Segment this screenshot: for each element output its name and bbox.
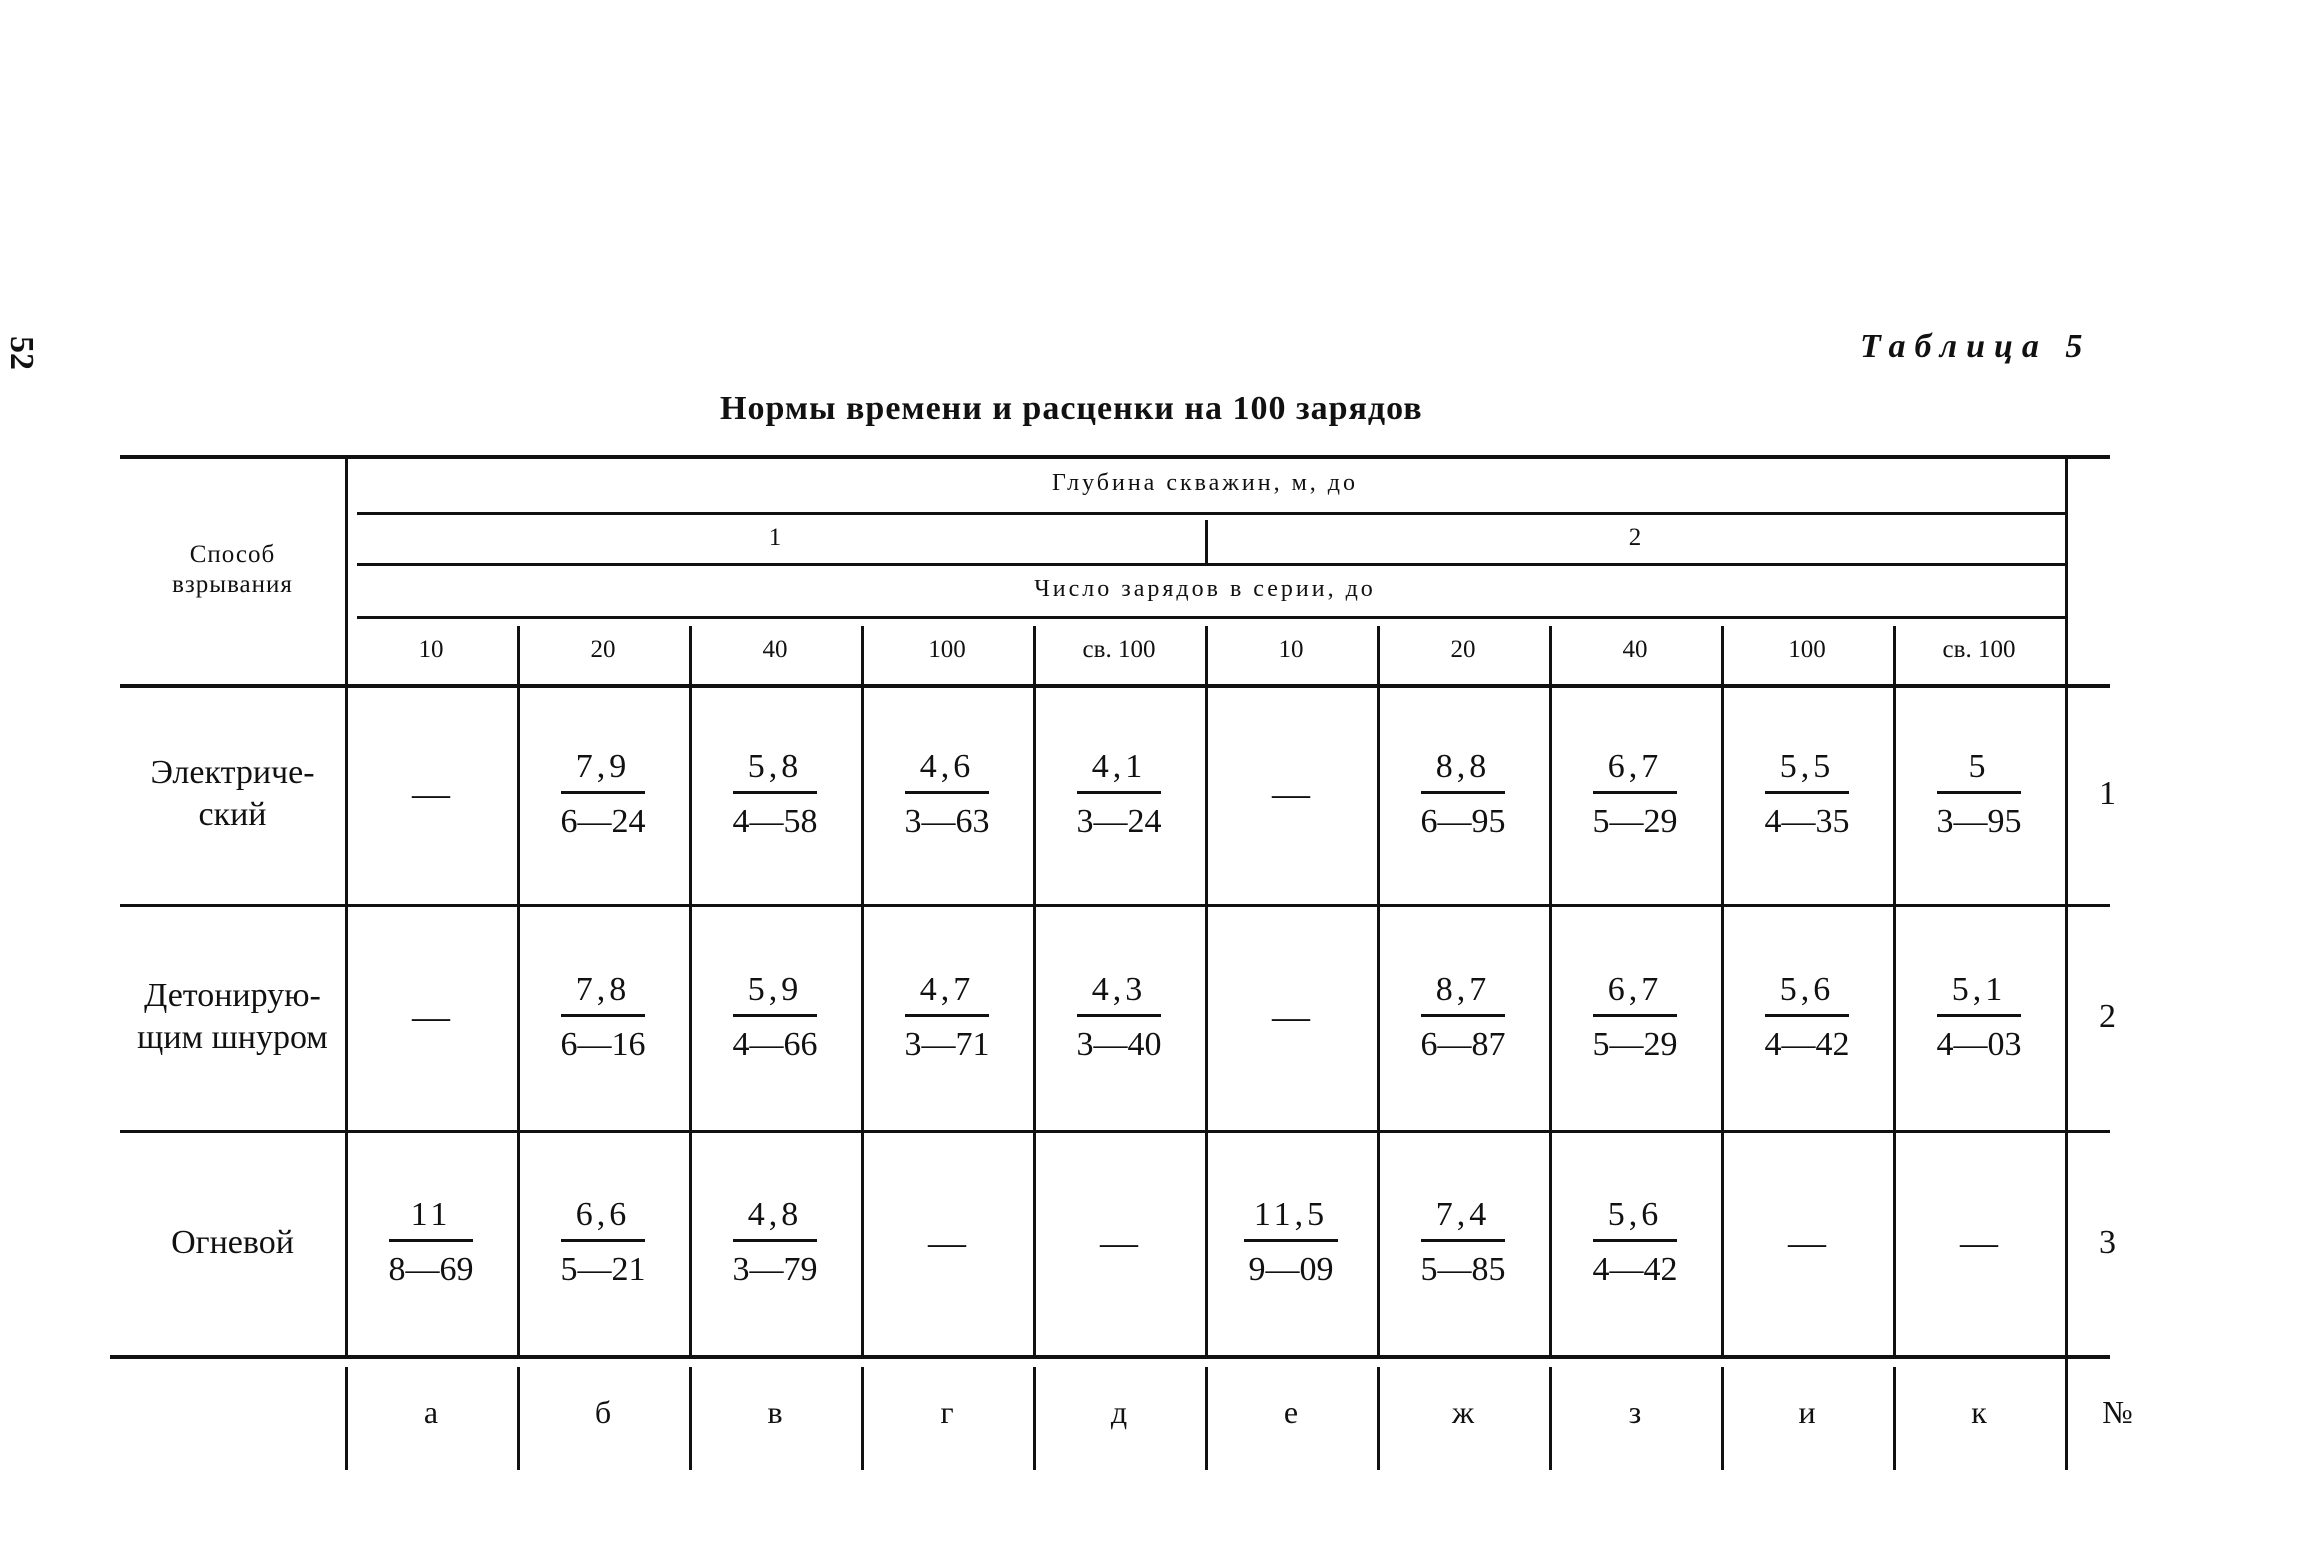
data-cell [1377,684,1549,904]
column-header-6 [1205,616,1377,684]
price-value: 5—21 [560,1251,646,1288]
row-number-3 [2065,1130,2150,1355]
norm-price-fraction [561,970,646,1065]
data-cell [1549,904,1721,1130]
data-cell [345,1130,517,1355]
dash-value: — [928,1221,966,1264]
time-norm-value: 5,9 [733,970,817,1017]
row-label-1 [120,684,345,904]
data-cell [517,1130,689,1355]
row-label-text: Детонирую- щим шнуром [137,977,328,1056]
data-cell [1721,1130,1893,1355]
data-cell [1033,684,1205,904]
price-value: 3—40 [1076,1025,1162,1063]
price-value: 3—71 [904,1025,990,1063]
column-header-2 [517,616,689,684]
time-norm-value: 5,6 [1765,970,1849,1017]
dash-value: — [1272,996,1310,1038]
column-letter-text: д [1110,1394,1128,1430]
depth-2: 2 [1628,523,1642,551]
method-header-text: Способ взрывания [172,540,293,598]
time-norm-value: 4,6 [905,747,989,794]
number-sign-text: № [2102,1394,2133,1430]
column-letter-9 [1721,1355,1893,1470]
time-norm-value: 7,4 [1421,1195,1505,1242]
column-letter-3 [689,1355,861,1470]
norm-price-fraction [1421,970,1506,1065]
price-value: 5—29 [1592,802,1678,840]
price-value: 3—79 [732,1251,818,1288]
price-value: 3—95 [1936,802,2022,840]
dash-value: — [1788,1221,1826,1264]
column-header-label: св. 100 [1942,636,2016,663]
data-cell [861,684,1033,904]
table-title: Нормы времени и расценки на 100 зарядов [720,390,1423,427]
column-letter-text: в [767,1394,783,1430]
time-norm-value: 5,8 [733,747,817,794]
norm-price-fraction [1421,1195,1506,1290]
column-header-label: 40 [1622,636,1648,663]
column-header-8 [1549,616,1721,684]
norm-price-fraction [1765,747,1850,842]
price-value: 3—63 [904,802,990,840]
column-letter-8 [1549,1355,1721,1470]
column-header-3 [689,616,861,684]
column-letter-4 [861,1355,1033,1470]
norm-price-fraction [1593,970,1678,1065]
data-cell [861,1130,1033,1355]
column-letter-7 [1377,1355,1549,1470]
column-header-label: 20 [590,636,616,663]
data-cell [689,904,861,1130]
column-header-label: св. 100 [1082,636,1156,663]
data-cell [1033,904,1205,1130]
dash-value: — [1272,773,1310,815]
time-norm-value: 5,1 [1937,970,2021,1017]
time-norm-value: 5,5 [1765,747,1849,794]
data-cell [1377,1130,1549,1355]
norm-price-fraction [1244,1195,1338,1290]
norm-price-fraction [1077,747,1162,842]
price-value: 4—03 [1936,1025,2022,1063]
time-norm-value: 8,7 [1421,970,1505,1017]
column-letter-text: а [423,1394,439,1430]
column-header-5 [1033,616,1205,684]
price-value: 6—16 [560,1025,646,1063]
price-value: 4—42 [1764,1025,1850,1063]
time-norm-value: 8,8 [1421,747,1505,794]
time-norm-value: 6,6 [561,1195,645,1242]
column-header-10 [1893,616,2065,684]
table-label: Таблица 5 [1860,328,2092,365]
row-number-text: 3 [2099,1223,2116,1261]
data-cell [1205,1130,1377,1355]
norm-price-fraction [561,1195,646,1290]
charges-header-text: Число зарядов в серии, до [1034,576,1376,602]
price-value: 6—95 [1420,802,1506,840]
data-cell [345,904,517,1130]
norm-price-fraction [1077,970,1162,1065]
time-norm-value: 6,7 [1593,747,1677,794]
column-letter-10 [1893,1355,2065,1470]
norm-price-fraction [1937,970,2022,1065]
data-cell [1893,1130,2065,1355]
row-number-text: 2 [2099,998,2116,1035]
price-value: 5—85 [1420,1251,1506,1288]
column-letter-text: к [1971,1394,1987,1430]
data-cell [1549,684,1721,904]
time-norm-value: 7,9 [561,747,645,794]
column-letter-5 [1033,1355,1205,1470]
data-cell [1893,904,2065,1130]
column-header-label: 40 [762,636,788,663]
time-norm-value: 5 [1937,747,2021,794]
price-value: 3—24 [1076,802,1162,840]
time-norm-value: 6,7 [1593,970,1677,1017]
column-header-1 [345,616,517,684]
column-header-label: 20 [1450,636,1476,663]
depth-header [345,455,2065,512]
column-header-4 [861,616,1033,684]
norm-price-fraction [1593,747,1678,842]
time-norm-value: 11,5 [1244,1195,1338,1242]
row-label-2 [120,904,345,1130]
time-norm-value: 4,8 [733,1195,817,1242]
data-cell [861,904,1033,1130]
column-header-label: 10 [418,636,444,663]
time-norm-value: 4,1 [1077,747,1161,794]
row-label-3 [120,1130,345,1355]
norm-price-fraction [905,747,990,842]
price-value: 4—58 [732,802,818,840]
data-cell [689,1130,861,1355]
depth-1: 1 [768,523,782,551]
norm-price-fraction [1421,747,1506,842]
number-sign [2065,1355,2170,1470]
column-letter-1 [345,1355,517,1470]
norm-price-fraction [733,1195,818,1290]
norm-price-fraction [561,747,646,842]
page-number: 52 [3,336,40,370]
column-header-label: 100 [928,636,966,663]
charges-header [345,563,2065,616]
data-cell [1205,904,1377,1130]
data-cell [345,684,517,904]
norm-price-fraction [733,747,818,842]
row-label-text: Электриче- ский [150,754,315,833]
data-cell [517,684,689,904]
row-number-text: 1 [2099,775,2116,812]
method-header [120,455,345,684]
column-letter-text: и [1798,1394,1816,1430]
data-cell [1893,684,2065,904]
data-cell [1549,1130,1721,1355]
row-label-text: Огневой [171,1223,294,1261]
time-norm-value: 11 [389,1195,473,1242]
price-value: 6—87 [1420,1025,1506,1063]
dash-value: — [412,996,450,1038]
row-number-2 [2065,904,2150,1130]
norm-price-fraction [1937,747,2022,842]
data-cell [1721,684,1893,904]
column-letter-text: б [594,1394,612,1430]
data-cell [1721,904,1893,1130]
price-value: 4—66 [732,1025,818,1063]
data-cell [1205,684,1377,904]
column-letter-text: ж [1451,1394,1475,1430]
time-norm-value: 4,7 [905,970,989,1017]
time-norm-value: 7,8 [561,970,645,1017]
column-letter-2 [517,1355,689,1470]
data-cell [689,684,861,904]
data-cell [1033,1130,1205,1355]
norm-price-fraction [905,970,990,1065]
price-value: 8—69 [388,1251,474,1288]
dash-value: — [1100,1221,1138,1264]
column-header-label: 100 [1788,636,1826,663]
price-value: 5—29 [1592,1025,1678,1063]
depth-header-text: Глубина скважин, м, до [1052,470,1358,496]
column-letter-text: е [1283,1394,1299,1430]
dash-value: — [1960,1221,1998,1264]
time-norm-value: 4,3 [1077,970,1161,1017]
column-letter-text: г [940,1394,954,1430]
norm-price-fraction [733,970,818,1065]
column-header-label: 10 [1278,636,1304,663]
price-value: 4—42 [1592,1251,1678,1288]
norm-price-fraction [389,1195,474,1290]
column-header-7 [1377,616,1549,684]
row-number-1 [2065,684,2150,904]
price-value: 9—09 [1248,1251,1334,1288]
column-header-9 [1721,616,1893,684]
norm-price-fraction [1593,1195,1678,1290]
dash-value: — [412,773,450,815]
column-letter-text: з [1628,1394,1642,1430]
time-norm-value: 5,6 [1593,1195,1677,1242]
data-cell [1377,904,1549,1130]
data-cell [517,904,689,1130]
norm-price-fraction [1765,970,1850,1065]
column-letter-6 [1205,1355,1377,1470]
price-value: 4—35 [1764,802,1850,840]
price-value: 6—24 [560,802,646,840]
